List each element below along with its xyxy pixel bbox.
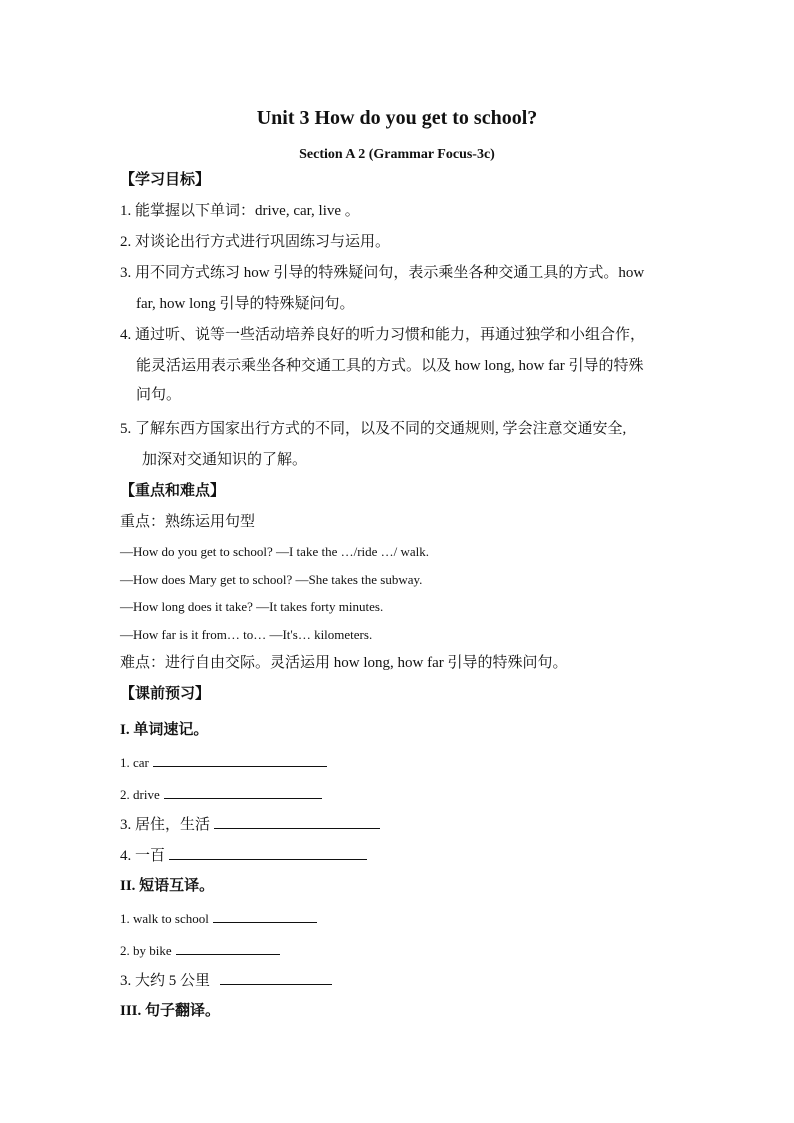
sentence-pattern: —How do you get to school? —I take the …/ride …/ walk. bbox=[120, 544, 430, 559]
objective-line: 问句。 bbox=[136, 387, 182, 403]
phrase-prompt: 1. walk to school bbox=[120, 911, 209, 926]
section-heading: III. 句子翻译。 bbox=[120, 1003, 221, 1019]
objective-line: 1. 能掌握以下单词：drive, car, live 。 bbox=[120, 203, 360, 219]
answer-blank[interactable] bbox=[176, 940, 280, 955]
vocab-prompt: 1. car bbox=[120, 755, 149, 770]
vocab-prompt: 4. 一百 bbox=[120, 848, 166, 864]
key-points-heading: 【重点和难点】 bbox=[120, 483, 226, 499]
answer-blank[interactable] bbox=[220, 970, 332, 985]
difficulty-line: 难点：进行自由交际。灵活运用 how long, how far 引导的特殊问句。 bbox=[120, 655, 568, 671]
objective-line: 4. 通过听、说等一些活动培养良好的听力习惯和能力，再通过独学和小组合作， bbox=[120, 327, 646, 343]
phrase-item bbox=[120, 908, 317, 929]
vocab-prompt: 3. 居住，生活 bbox=[120, 817, 211, 833]
objective-line: 3. 用不同方式练习 how 引导的特殊疑问句，表示乘坐各种交通工具的方式。how bbox=[120, 265, 645, 281]
answer-blank[interactable] bbox=[169, 845, 367, 860]
objective-line: far, how long 引导的特殊疑问句。 bbox=[136, 296, 355, 312]
vocab-prompt: 2. drive bbox=[120, 787, 160, 802]
objectives-heading: 【学习目标】 bbox=[120, 172, 211, 188]
sentence-pattern: —How long does it take? —It takes forty minutes. bbox=[120, 599, 384, 614]
preview-heading: 【课前预习】 bbox=[120, 686, 211, 702]
vocab-item bbox=[120, 814, 380, 835]
sentence-pattern: —How far is it from… to… —It's… kilometers. bbox=[120, 627, 373, 642]
answer-blank[interactable] bbox=[214, 814, 380, 829]
vocab-item bbox=[120, 752, 327, 773]
answer-blank[interactable] bbox=[153, 752, 327, 767]
page-title: Unit 3 How do you get to school? bbox=[256, 107, 538, 129]
objective-line: 能灵活运用表示乘坐各种交通工具的方式。以及 how long, how far 引导的特殊 bbox=[136, 358, 644, 374]
section-heading: I. 单词速记。 bbox=[120, 722, 209, 738]
phrase-item bbox=[120, 970, 332, 991]
answer-blank[interactable] bbox=[213, 908, 317, 923]
phrase-prompt: 3. 大约 5 公里 bbox=[120, 973, 211, 989]
focus-label: 重点：熟练运用句型 bbox=[120, 514, 256, 530]
page-subtitle: Section A 2 (Grammar Focus-3c) bbox=[299, 147, 495, 162]
phrase-prompt: 2. by bike bbox=[120, 943, 172, 958]
objective-line: 5. 了解东西方国家出行方式的不同，以及不同的交通规则, 学会注意交通安全, bbox=[120, 421, 627, 437]
sentence-pattern: —How does Mary get to school? —She takes the subway. bbox=[120, 572, 423, 587]
vocab-item bbox=[120, 784, 322, 805]
objective-line: 加深对交通知识的了解。 bbox=[142, 452, 308, 468]
section-heading: II. 短语互译。 bbox=[120, 878, 215, 894]
phrase-item bbox=[120, 940, 280, 961]
vocab-item bbox=[120, 845, 367, 866]
objective-line: 2. 对谈论出行方式进行巩固练习与运用。 bbox=[120, 234, 391, 250]
answer-blank[interactable] bbox=[164, 784, 322, 799]
